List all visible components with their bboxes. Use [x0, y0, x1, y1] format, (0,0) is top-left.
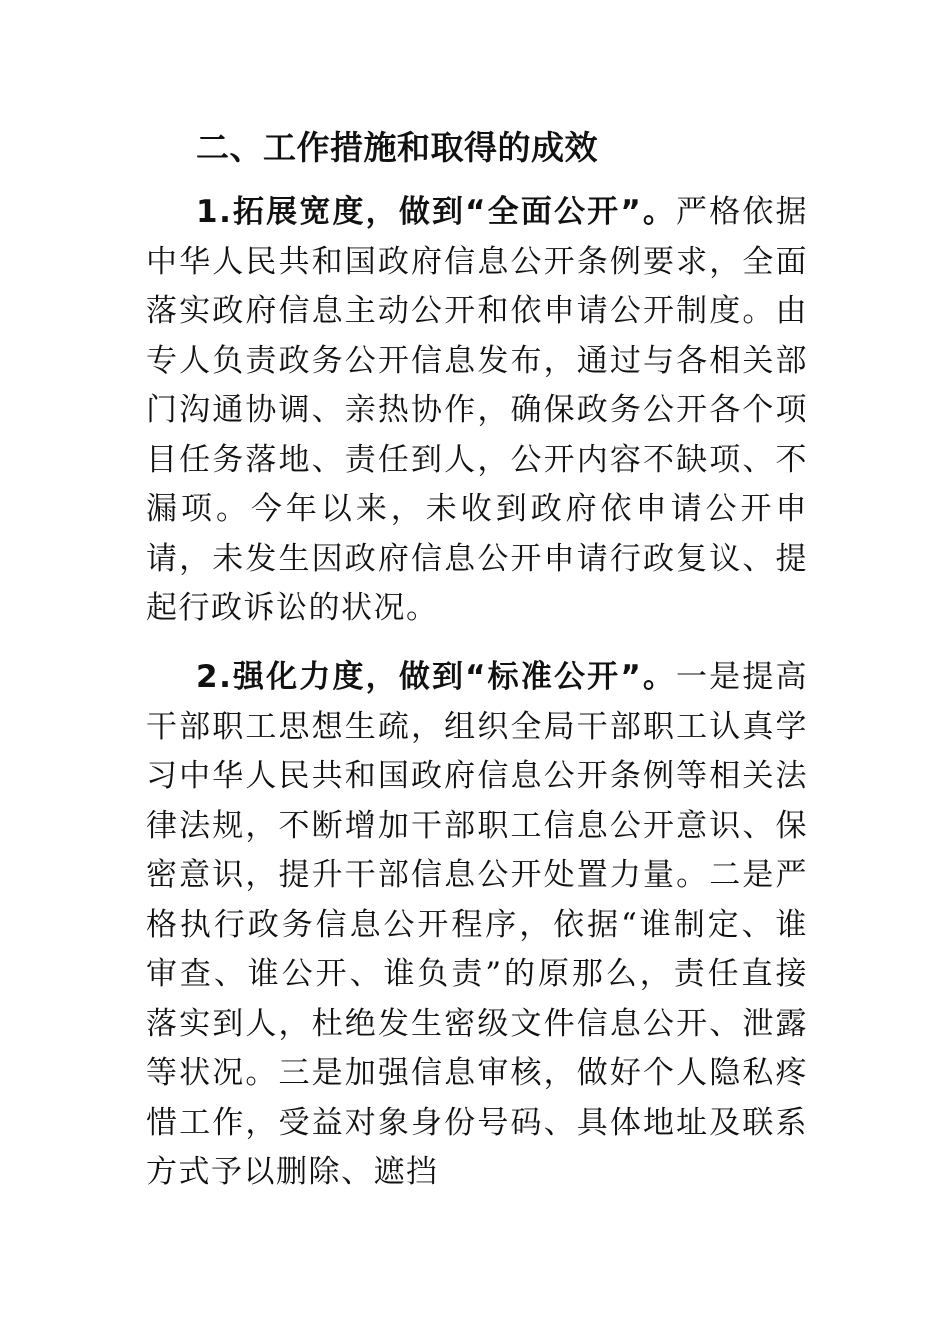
paragraph-1-lead: 1.拓展宽度，做到“全面公开”。: [196, 194, 677, 230]
paragraph-1-body: 严格依据中华人民共和国政府信息公开条例要求，全面落实政府信息主动公开和依申请公开制度。由专人负责政务公开信息发布，通过与各相关部门沟通协调、亲热协作，确保政务公开各个项目任务落地、责任到人，公开内容不缺项、不漏项。今年以来，未收到政府依申请公开申请，未发生因政府信息公开申请行政复议、提起行政诉讼的状况。: [146, 194, 808, 626]
paragraph-1: [146, 188, 808, 634]
section-heading: 二、工作措施和取得的成效: [196, 128, 598, 167]
paragraph-2-body: 一是提高干部职工思想生疏，组织全局干部职工认真学习中华人民共和国政府信息公开条例等相关法律法规，不断增加干部职工信息公开意识、保密意识，提升干部信息公开处置力量。二是严格执行政务信息公开程序，依据“谁制定、谁审查、谁公开、谁负责”的原那么，责任直接落实到人，杜绝发生密级文件信息公开、泄露等状况。三是加强信息审核，做好个人隐私疼惜工作，受益对象身份号码、具体地址及联系方式予以删除、遮挡: [146, 659, 808, 1190]
paragraph-2: [146, 653, 808, 1198]
paragraph-2-lead: 2.强化力度，做到“标准公开”。: [196, 659, 677, 695]
